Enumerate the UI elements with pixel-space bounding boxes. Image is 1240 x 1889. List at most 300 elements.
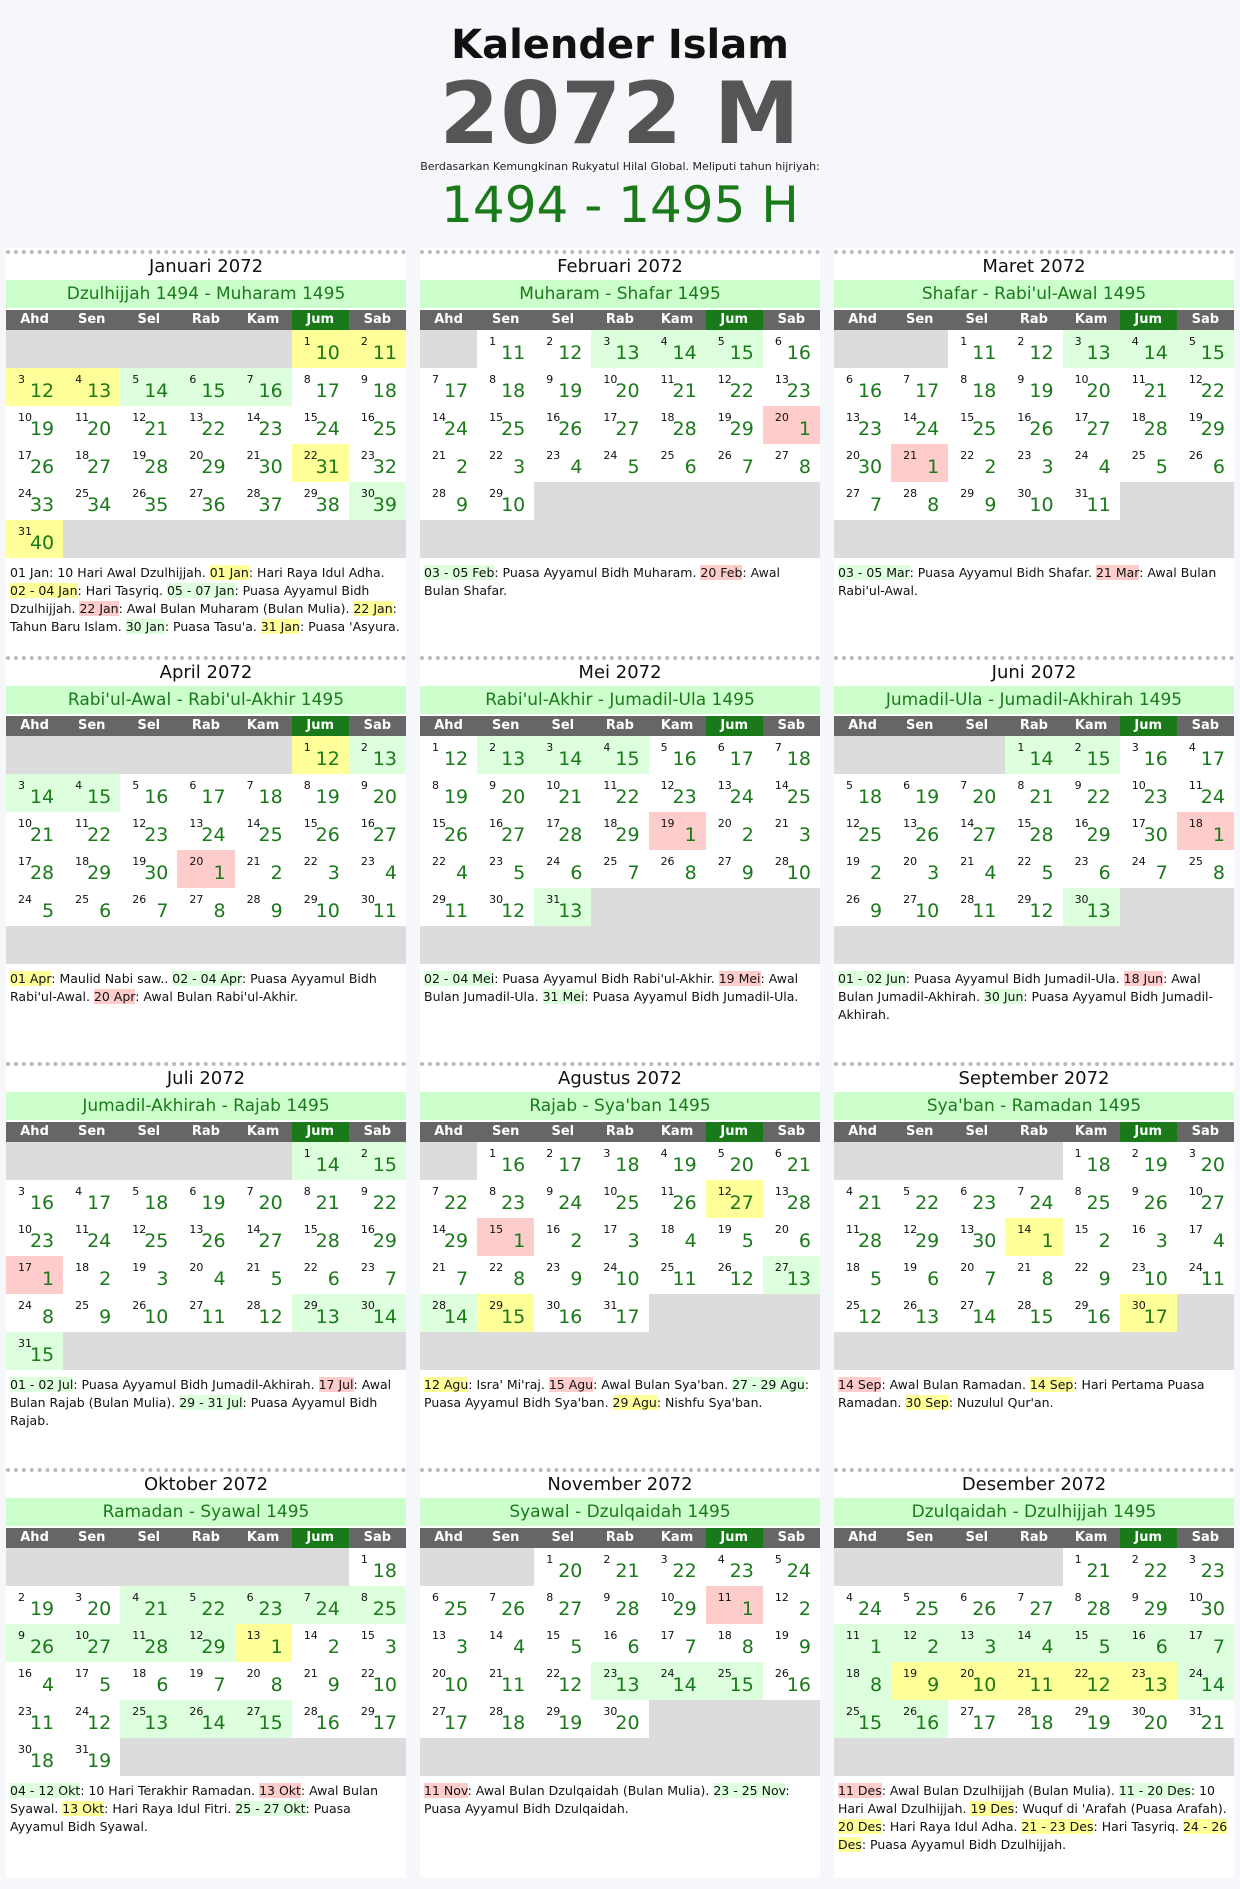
hijri-month-range: Shafar - Rabi'ul-Awal 1495 [834, 280, 1234, 308]
day-cell [1120, 1180, 1177, 1218]
gregorian-day: 9 [360, 373, 368, 386]
weekday-label: Jum [1120, 1528, 1177, 1548]
hijri-day: 20 [87, 418, 112, 440]
hijri-day: 16 [915, 1712, 940, 1734]
hijri-day: 8 [1212, 862, 1225, 884]
note-text: : Awal Bulan Dzulhijjah (Bulan Mulia). [881, 1783, 1119, 1798]
day-cell [63, 1738, 120, 1776]
gregorian-day: 18 [75, 449, 90, 462]
day-cell [834, 406, 891, 444]
weekday-label: Sen [891, 310, 948, 330]
hijri-day: 16 [672, 748, 697, 770]
hijri-day: 25 [443, 1598, 469, 1620]
weekday-header [420, 1528, 820, 1548]
gregorian-day: 12 [717, 373, 732, 386]
gregorian-day: 26 [717, 1261, 732, 1274]
gregorian-day: 26 [903, 1705, 918, 1718]
hijri-day: 9 [984, 494, 997, 516]
hijri-day: 28 [857, 1230, 883, 1252]
day-cell [477, 1256, 534, 1294]
gregorian-day: 14 [432, 1223, 446, 1236]
day-cell [534, 1180, 591, 1218]
day-cell [591, 406, 648, 444]
gregorian-day: 23 [1131, 1261, 1146, 1274]
empty-day-cell [834, 736, 891, 774]
month-title: Oktober 2072 [143, 1474, 269, 1495]
gregorian-day: 1 [1017, 741, 1025, 754]
day-cell [177, 406, 234, 444]
empty-day-cell [1120, 888, 1177, 926]
empty-day-cell [1005, 926, 1062, 964]
day-cell [891, 888, 948, 926]
hijri-day: 10 [972, 1674, 997, 1696]
hijri-day: 18 [144, 1192, 169, 1214]
day-cell [1005, 1256, 1062, 1294]
day-cell [292, 444, 349, 482]
day-cell [534, 812, 591, 850]
gregorian-day: 2 [1131, 1553, 1139, 1566]
day-cell [591, 1548, 648, 1586]
hijri-day: 6 [1098, 862, 1111, 884]
weekday-label: Kam [1063, 716, 1120, 736]
empty-day-cell [763, 926, 820, 964]
hijri-day: 6 [927, 1268, 940, 1290]
gregorian-day: 17 [603, 411, 618, 424]
hijri-day: 29 [201, 456, 226, 478]
gregorian-day: 3 [660, 1553, 668, 1566]
day-cell [1005, 368, 1062, 406]
day-cell [120, 1256, 177, 1294]
hijri-day: 15 [1029, 1306, 1054, 1328]
hijri-day: 12 [443, 748, 469, 770]
hijri-day: 14 [29, 786, 55, 808]
empty-day-cell [834, 330, 891, 368]
hijri-day: 3 [156, 1268, 169, 1290]
gregorian-day: 2 [489, 741, 497, 754]
day-cell [6, 1586, 63, 1624]
note-text: : Puasa Ayyamul Bidh Dzulqaidah. [424, 1783, 790, 1816]
gregorian-day: 21 [1017, 1667, 1032, 1680]
gregorian-day: 17 [1188, 1629, 1203, 1642]
day-cell [591, 1256, 648, 1294]
hijri-day: 18 [372, 1560, 397, 1582]
hijri-day: 20 [258, 1192, 283, 1214]
gregorian-day: 19 [132, 449, 147, 462]
empty-day-cell [649, 520, 706, 558]
day-cell [948, 406, 1005, 444]
day-cell [63, 1256, 120, 1294]
day-cell [6, 406, 63, 444]
gregorian-day: 23 [489, 855, 504, 868]
day-cell [420, 1662, 477, 1700]
gregorian-day: 25 [75, 1299, 90, 1312]
empty-day-cell [177, 926, 234, 964]
day-cell [706, 1586, 763, 1624]
day-cell [420, 1256, 477, 1294]
hijri-day: 30 [1200, 1598, 1225, 1620]
day-cell [948, 1700, 1005, 1738]
empty-day-cell [292, 926, 349, 964]
month-panel [834, 248, 1234, 660]
hijri-day: 2 [270, 862, 283, 884]
hijri-day: 6 [570, 862, 583, 884]
day-cell [1005, 736, 1062, 774]
gregorian-day: 4 [1131, 335, 1139, 348]
note-text: : Awal Bulan Sya'ban. [593, 1377, 733, 1392]
gregorian-day: 29 [1017, 893, 1032, 906]
empty-day-cell [948, 1738, 1005, 1776]
hijri-day: 22 [1143, 1560, 1168, 1582]
day-cell [1177, 850, 1234, 888]
gregorian-day: 22 [546, 1667, 561, 1680]
weekday-label: Sab [349, 1122, 406, 1142]
hijri-day: 23 [672, 786, 697, 808]
hijri-day: 13 [1086, 900, 1111, 922]
weekday-label: Rab [591, 1122, 648, 1142]
day-cell [591, 1624, 648, 1662]
gregorian-day: 22 [489, 1261, 504, 1274]
weekday-label: Sen [477, 310, 534, 330]
gregorian-day: 6 [903, 779, 911, 792]
hijri-day: 25 [915, 1598, 940, 1620]
hijri-day: 14 [201, 1712, 226, 1734]
gregorian-day: 10 [603, 373, 618, 386]
hijri-day: 2 [927, 1636, 940, 1658]
month-panel [834, 1060, 1234, 1472]
hijri-day: 18 [29, 1750, 55, 1772]
gregorian-day: 25 [846, 1299, 860, 1312]
hijri-day: 26 [672, 1192, 697, 1214]
empty-day-cell [891, 736, 948, 774]
hijri-day: 12 [29, 380, 55, 402]
gregorian-day: 1 [489, 335, 497, 348]
day-cell [649, 1624, 706, 1662]
hijri-day: 24 [915, 418, 940, 440]
gregorian-day: 8 [1017, 779, 1025, 792]
day-cell [649, 774, 706, 812]
month-panel [6, 1466, 406, 1878]
gregorian-day: 27 [903, 893, 918, 906]
hijri-day: 22 [1086, 786, 1111, 808]
day-cell [591, 736, 648, 774]
gregorian-day: 12 [1188, 373, 1203, 386]
day-cell [706, 330, 763, 368]
day-cell [420, 1218, 477, 1256]
hijri-day: 26 [29, 1636, 55, 1658]
hijri-day: 19 [29, 1598, 55, 1620]
gregorian-day: 25 [660, 1261, 675, 1274]
day-cell [120, 812, 177, 850]
day-cell [477, 850, 534, 888]
note-text: : Hari Raya Idul Adha. [881, 1819, 1022, 1834]
gregorian-day: 10 [1074, 373, 1089, 386]
gregorian-day: 15 [360, 1629, 375, 1642]
empty-day-cell [891, 1142, 948, 1180]
gregorian-day: 24 [1131, 855, 1146, 868]
gregorian-day: 29 [303, 893, 318, 906]
day-cell [235, 368, 292, 406]
hijri-day: 14 [672, 1674, 697, 1696]
gregorian-day: 30 [1131, 1299, 1146, 1312]
hijri-day: 10 [372, 1674, 397, 1696]
weekday-label: Ahd [834, 310, 891, 330]
hijri-day: 19 [1143, 1154, 1168, 1176]
hijri-day: 29 [915, 1230, 940, 1252]
hijri-day: 34 [87, 494, 112, 516]
gregorian-day: 15 [1074, 1629, 1089, 1642]
hijri-day: 19 [29, 418, 55, 440]
gregorian-day: 13 [189, 1223, 204, 1236]
month-title: Maret 2072 [982, 256, 1086, 277]
day-cell [534, 368, 591, 406]
hijri-day: 29 [201, 1636, 226, 1658]
hijri-day: 28 [615, 1598, 640, 1620]
gregorian-day: 4 [846, 1591, 853, 1604]
day-cell [420, 1294, 477, 1332]
gregorian-day: 30 [18, 1743, 32, 1756]
day-cell [948, 888, 1005, 926]
day-cell [177, 1586, 234, 1624]
day-cell [235, 482, 292, 520]
hijri-day: 12 [87, 1712, 112, 1734]
hijri-day: 12 [558, 342, 583, 364]
hijri-day: 13 [915, 1306, 940, 1328]
note-text: : Awal Bulan Muharam (Bulan Mulia). [118, 601, 354, 616]
gregorian-day: 3 [1131, 741, 1139, 754]
gregorian-day: 3 [18, 779, 25, 792]
gregorian-day: 2 [546, 1147, 554, 1160]
weekday-label: Sab [1177, 1122, 1234, 1142]
day-cell [349, 368, 406, 406]
day-cell [292, 850, 349, 888]
empty-day-cell [948, 736, 1005, 774]
hijri-day: 18 [372, 380, 397, 402]
hijri-day: 8 [798, 456, 811, 478]
gregorian-day: 27 [189, 893, 204, 906]
gregorian-day: 11 [846, 1223, 860, 1236]
hijri-day: 13 [615, 342, 640, 364]
gregorian-day: 14 [1017, 1223, 1032, 1236]
day-cell [534, 1256, 591, 1294]
hijri-day: 10 [443, 1674, 469, 1696]
hijri-day: 19 [915, 786, 940, 808]
gregorian-day: 13 [960, 1223, 975, 1236]
gregorian-day: 27 [960, 1299, 975, 1312]
gregorian-day: 11 [717, 1591, 732, 1604]
hijri-day: 21 [1200, 1712, 1225, 1734]
hijri-day: 16 [258, 380, 283, 402]
empty-day-cell [6, 926, 63, 964]
note-date: 31 Mei [542, 989, 585, 1004]
day-cell [120, 1662, 177, 1700]
day-cell [420, 736, 477, 774]
day-cell [834, 1180, 891, 1218]
day-cell [1005, 1700, 1062, 1738]
gregorian-day: 22 [489, 449, 504, 462]
hijri-day: 22 [201, 418, 226, 440]
gregorian-day: 10 [660, 1591, 675, 1604]
gregorian-day: 26 [717, 449, 732, 462]
note-date: 24 - 26 Des [838, 1819, 1228, 1852]
day-cell [1005, 850, 1062, 888]
weekday-label: Sen [891, 1122, 948, 1142]
note-date: 30 Jun [983, 989, 1024, 1004]
hijri-day: 18 [501, 1712, 526, 1734]
day-cell [235, 444, 292, 482]
hijri-day: 25 [1086, 1192, 1111, 1214]
day-cell [649, 406, 706, 444]
gregorian-day: 12 [132, 411, 147, 424]
hijri-day: 4 [1212, 1230, 1225, 1252]
hijri-day: 23 [258, 1598, 283, 1620]
day-cell [1120, 368, 1177, 406]
empty-day-cell [235, 1548, 292, 1586]
hijri-day: 20 [501, 786, 526, 808]
hijri-day: 16 [315, 1712, 340, 1734]
hijri-day: 28 [144, 1636, 169, 1658]
hijri-day: 25 [258, 824, 283, 846]
note-text: : Puasa Ayyamul Bidh Rajab. [10, 1395, 378, 1428]
day-cell [6, 1256, 63, 1294]
hijri-day: 23 [144, 824, 169, 846]
day-cell [420, 444, 477, 482]
gregorian-day: 6 [774, 335, 782, 348]
gregorian-day: 26 [132, 487, 147, 500]
hijri-day: 36 [201, 494, 226, 516]
day-cell [177, 368, 234, 406]
weekday-label: Sab [1177, 1528, 1234, 1548]
gregorian-day: 30 [603, 1705, 618, 1718]
gregorian-day: 21 [303, 1667, 318, 1680]
day-cell [63, 774, 120, 812]
day-cell [1063, 736, 1120, 774]
day-cell [177, 444, 234, 482]
hijri-day: 19 [672, 1154, 697, 1176]
day-cell [63, 1180, 120, 1218]
weekday-label: Sen [477, 1528, 534, 1548]
gregorian-day: 22 [1074, 1667, 1089, 1680]
gregorian-day: 8 [303, 779, 311, 792]
day-cell [120, 888, 177, 926]
note-date: 22 Jan [353, 601, 393, 616]
empty-day-cell [891, 330, 948, 368]
empty-day-cell [948, 1548, 1005, 1586]
hijri-day: 10 [315, 900, 340, 922]
day-cell [1005, 812, 1062, 850]
gregorian-day: 24 [546, 855, 561, 868]
gregorian-day: 27 [846, 487, 860, 500]
hijri-day: 10 [144, 1306, 169, 1328]
day-cell [6, 774, 63, 812]
gregorian-day: 23 [360, 1261, 375, 1274]
hijri-month-range: Muharam - Shafar 1495 [420, 280, 820, 308]
day-cell [349, 774, 406, 812]
day-cell [349, 1180, 406, 1218]
hijri-day: 20 [972, 786, 997, 808]
gregorian-day: 11 [75, 817, 90, 830]
day-cell [177, 482, 234, 520]
weekday-label: Sab [1177, 716, 1234, 736]
weekday-label: Jum [706, 1528, 763, 1548]
gregorian-day: 23 [546, 449, 561, 462]
note-text: : Isra' Mi'raj. [468, 1377, 549, 1392]
note-date: 23 - 25 Nov [713, 1783, 786, 1798]
hijri-day: 9 [870, 900, 883, 922]
hijri-day: 37 [258, 494, 283, 516]
weekday-label: Sel [120, 310, 177, 330]
note-date: 05 - 07 Jan [166, 583, 235, 598]
hijri-day: 29 [1200, 418, 1225, 440]
day-cell [763, 1256, 820, 1294]
gregorian-year: 2072 M [439, 64, 801, 164]
day-cell [235, 1624, 292, 1662]
day-cell [649, 812, 706, 850]
gregorian-day: 5 [717, 1147, 725, 1160]
gregorian-day: 11 [132, 1629, 147, 1642]
weekday-label: Sel [120, 1122, 177, 1142]
day-cell [349, 1548, 406, 1586]
gregorian-day: 7 [432, 1185, 439, 1198]
gregorian-day: 24 [18, 893, 32, 906]
empty-day-cell [649, 482, 706, 520]
note-date: 21 - 23 Des [1021, 1819, 1094, 1834]
weekday-label: Kam [235, 1122, 292, 1142]
day-cell [1120, 1294, 1177, 1332]
day-cell [834, 444, 891, 482]
hijri-day: 26 [1029, 418, 1054, 440]
day-cell [591, 850, 648, 888]
gregorian-day: 19 [903, 1261, 918, 1274]
gregorian-day: 25 [1131, 449, 1146, 462]
day-cell [1005, 888, 1062, 926]
gregorian-day: 18 [1188, 817, 1203, 830]
hijri-day: 11 [501, 1674, 526, 1696]
day-cell [235, 850, 292, 888]
gregorian-day: 15 [1074, 1223, 1089, 1236]
gregorian-day: 4 [717, 1553, 725, 1566]
day-cell [834, 850, 891, 888]
hijri-day: 22 [915, 1192, 940, 1214]
day-cell [292, 812, 349, 850]
day-cell [891, 1624, 948, 1662]
gregorian-day: 28 [246, 1299, 261, 1312]
note-date: 21 Mar [1095, 565, 1140, 580]
gregorian-day: 16 [489, 817, 504, 830]
note-text: : Puasa Ayyamul Bidh Jumadil-Akhirah. [73, 1377, 319, 1392]
weekday-label: Jum [292, 1122, 349, 1142]
day-cell [477, 736, 534, 774]
hijri-day: 4 [42, 1674, 55, 1696]
gregorian-day: 14 [774, 779, 789, 792]
weekday-label: Sel [948, 1528, 1005, 1548]
day-cell [948, 1256, 1005, 1294]
hijri-day: 3 [627, 1230, 640, 1252]
gregorian-day: 20 [432, 1667, 446, 1680]
gregorian-day: 30 [489, 893, 504, 906]
day-cell [477, 774, 534, 812]
day-cell [1063, 1662, 1120, 1700]
hijri-day: 4 [984, 862, 997, 884]
day-cell [706, 850, 763, 888]
hijri-day: 17 [915, 380, 940, 402]
empty-day-cell [120, 736, 177, 774]
note-date: 11 Nov [424, 1783, 468, 1798]
gregorian-day: 19 [132, 855, 147, 868]
hijri-day: 28 [1029, 824, 1054, 846]
day-cell [534, 736, 591, 774]
day-cell [349, 1586, 406, 1624]
gregorian-day: 29 [432, 893, 446, 906]
